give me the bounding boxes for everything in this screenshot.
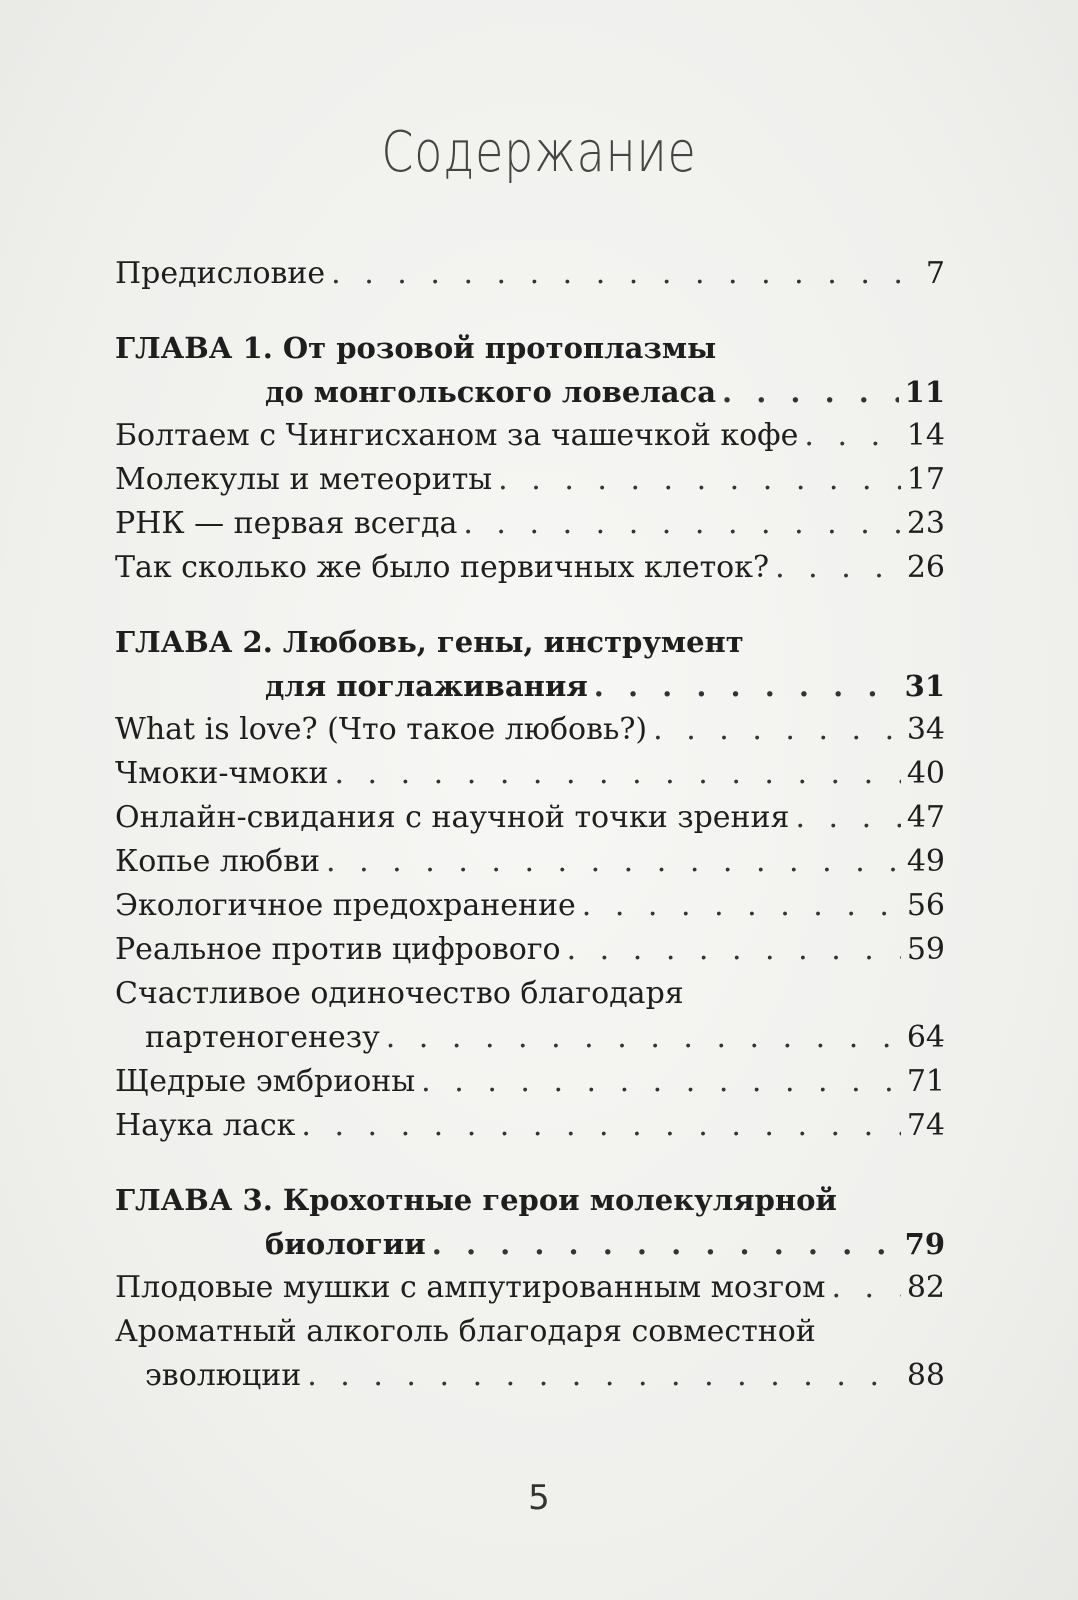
dot-leader [775, 546, 901, 590]
dot-leader [301, 1104, 900, 1148]
entry-title: Плодовые мушки с ампутированным мозгом [115, 1270, 826, 1305]
dot-leader [831, 1266, 900, 1310]
toc-entry [115, 502, 945, 546]
entry-page: 7 [925, 256, 945, 291]
chapter-title-cont: биологии [265, 1227, 426, 1261]
entry-title-cont: эволюции [145, 1358, 302, 1393]
dot-leader [567, 928, 901, 972]
entry-page: 71 [906, 1064, 945, 1099]
entry-page: 11 [904, 375, 945, 409]
dot-leader [331, 252, 920, 296]
entry-title: Щедрые эмбрионы [115, 1064, 416, 1099]
dot-leader [498, 458, 901, 502]
dot-leader [653, 708, 901, 752]
entry-page: 23 [906, 506, 945, 541]
entry-page: 31 [904, 669, 945, 703]
toc-entry [115, 796, 945, 840]
entry-title: Онлайн-свидания с научной точки зрения [115, 800, 790, 835]
entry-title: Экологичное предохранение [115, 888, 576, 923]
dot-leader [722, 370, 899, 414]
chapter-heading: ГЛАВА 1. От розовой протоплазмы [115, 331, 717, 365]
entry-title: Ароматный алкоголь благодаря совместной [115, 1314, 816, 1349]
toc-entry [115, 1104, 945, 1148]
toc-entry-line1 [115, 1310, 945, 1354]
entry-title: РНК — первая всегда [115, 506, 458, 541]
dot-leader [421, 1060, 901, 1104]
entry-title: Болтаем с Чингисханом за чашечкой кофе [115, 418, 799, 453]
entry-title: Чмоки-чмоки [115, 756, 329, 791]
entry-title: Копье любви [115, 844, 321, 879]
dot-leader [463, 502, 900, 546]
toc-entry-line2 [115, 1016, 945, 1060]
entry-page: 14 [906, 418, 945, 453]
entry-page: 88 [906, 1358, 945, 1393]
table-of-contents [115, 252, 945, 1398]
entry-page: 56 [906, 888, 945, 923]
entry-page: 47 [906, 800, 945, 835]
entry-title-cont: партеногенезу [145, 1020, 380, 1055]
entry-title: Реальное против цифрового [115, 932, 561, 967]
chapter-heading-line2 [115, 664, 945, 708]
dot-leader [307, 1354, 901, 1398]
dot-leader [334, 752, 900, 796]
toc-entry [115, 546, 945, 590]
entry-title: Молекулы и метеориты [115, 462, 493, 497]
chapter-title-cont: до монгольского ловеласа [265, 375, 717, 409]
dot-leader [582, 884, 901, 928]
entry-page: 64 [906, 1020, 945, 1055]
entry-title: What is love? (Что такое любовь?) [115, 712, 648, 747]
toc-entry [115, 414, 945, 458]
chapter-title-cont: для поглаживания [265, 669, 588, 703]
chapter-heading-line2 [115, 370, 945, 414]
entry-page: 26 [906, 550, 945, 585]
toc-entry [115, 840, 945, 884]
toc-entry [115, 1060, 945, 1104]
page-title: Содержание [381, 120, 697, 185]
entry-page: 17 [906, 462, 945, 497]
toc-entry [115, 252, 945, 296]
toc-entry [115, 884, 945, 928]
entry-page: 74 [906, 1108, 945, 1143]
dot-leader [432, 1222, 899, 1266]
entry-title: Предисловие [115, 256, 326, 291]
entry-page: 49 [906, 844, 945, 879]
chapter-heading: ГЛАВА 3. Крохотные герои молекулярной [115, 1183, 837, 1217]
chapter-heading-line2 [115, 1222, 945, 1266]
entry-title: Наука ласк [115, 1108, 296, 1143]
entry-title: Счастливое одиночество благодаря [115, 976, 684, 1011]
entry-page: 59 [906, 932, 945, 967]
toc-entry-line2 [115, 1354, 945, 1398]
chapter-heading: ГЛАВА 2. Любовь, гены, инструмент [115, 625, 744, 659]
toc-entry [115, 708, 945, 752]
toc-entry-line1 [115, 972, 945, 1016]
toc-entry [115, 1266, 945, 1310]
entry-page: 40 [906, 756, 945, 791]
entry-title: Так сколько же было первичных клеток? [115, 550, 770, 585]
dot-leader [326, 840, 901, 884]
entry-page: 82 [906, 1270, 945, 1305]
entry-page: 34 [906, 712, 945, 747]
page-number: 5 [528, 1478, 550, 1518]
dot-leader [804, 414, 900, 458]
dot-leader [386, 1016, 901, 1060]
toc-entry [115, 752, 945, 796]
dot-leader [594, 664, 899, 708]
toc-entry [115, 458, 945, 502]
entry-page: 79 [904, 1227, 945, 1261]
dot-leader [795, 796, 900, 840]
toc-entry [115, 928, 945, 972]
